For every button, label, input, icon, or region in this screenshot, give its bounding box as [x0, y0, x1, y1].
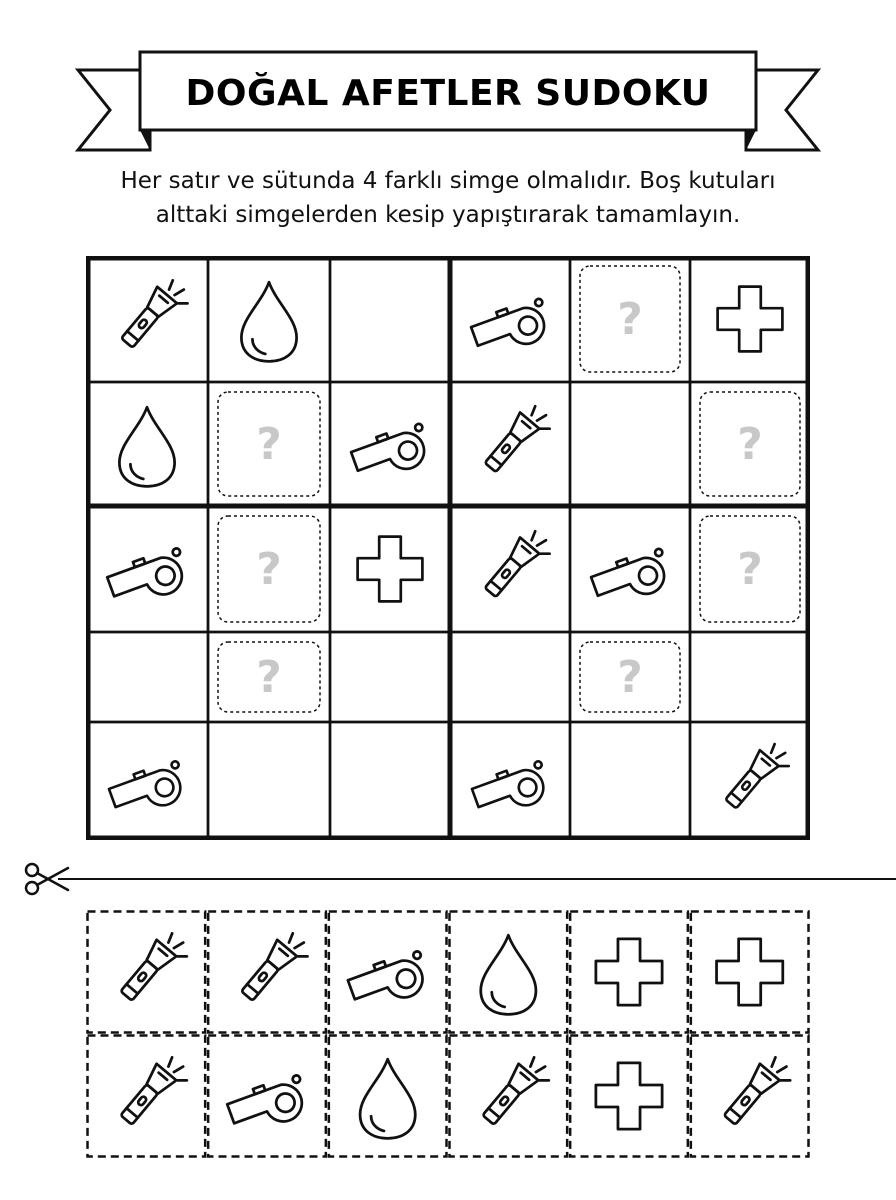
cutout-piece[interactable]: [570, 912, 688, 1033]
cutout-piece[interactable]: [691, 912, 809, 1033]
instruction-line-2: alttaki simgelerden kesip yapıştırarak tamamlayın.: [155, 202, 741, 228]
placeholder-question-mark: ?: [256, 652, 282, 703]
cutout-piece[interactable]: [208, 912, 326, 1033]
placeholder-question-mark: ?: [737, 544, 763, 595]
placeholder-question-mark: ?: [617, 294, 643, 345]
placeholder-question-mark: ?: [256, 419, 282, 470]
cutout-piece[interactable]: [208, 1036, 326, 1157]
cutout-piece[interactable]: [691, 1036, 809, 1157]
cutout-piece[interactable]: [450, 1036, 568, 1157]
cutout-piece[interactable]: [88, 1036, 206, 1157]
cutout-piece[interactable]: [329, 912, 447, 1033]
cutout-piece[interactable]: [329, 1036, 447, 1157]
cut-line: [0, 850, 896, 910]
cutout-piece[interactable]: [570, 1036, 688, 1157]
cutout-pieces: [86, 910, 810, 1158]
placeholder-question-mark: ?: [617, 652, 643, 703]
page-title: DOĞAL AFETLER SUDOKU: [185, 72, 711, 114]
sudoku-board: [86, 256, 810, 840]
cutout-piece[interactable]: [450, 912, 568, 1033]
cutout-piece[interactable]: [88, 912, 206, 1033]
placeholder-question-mark: ?: [737, 419, 763, 470]
placeholder-question-mark: ?: [256, 544, 282, 595]
instruction-line-1: Her satır ve sütunda 4 farklı simge olmalıdır. Boş kutuları: [120, 168, 776, 194]
